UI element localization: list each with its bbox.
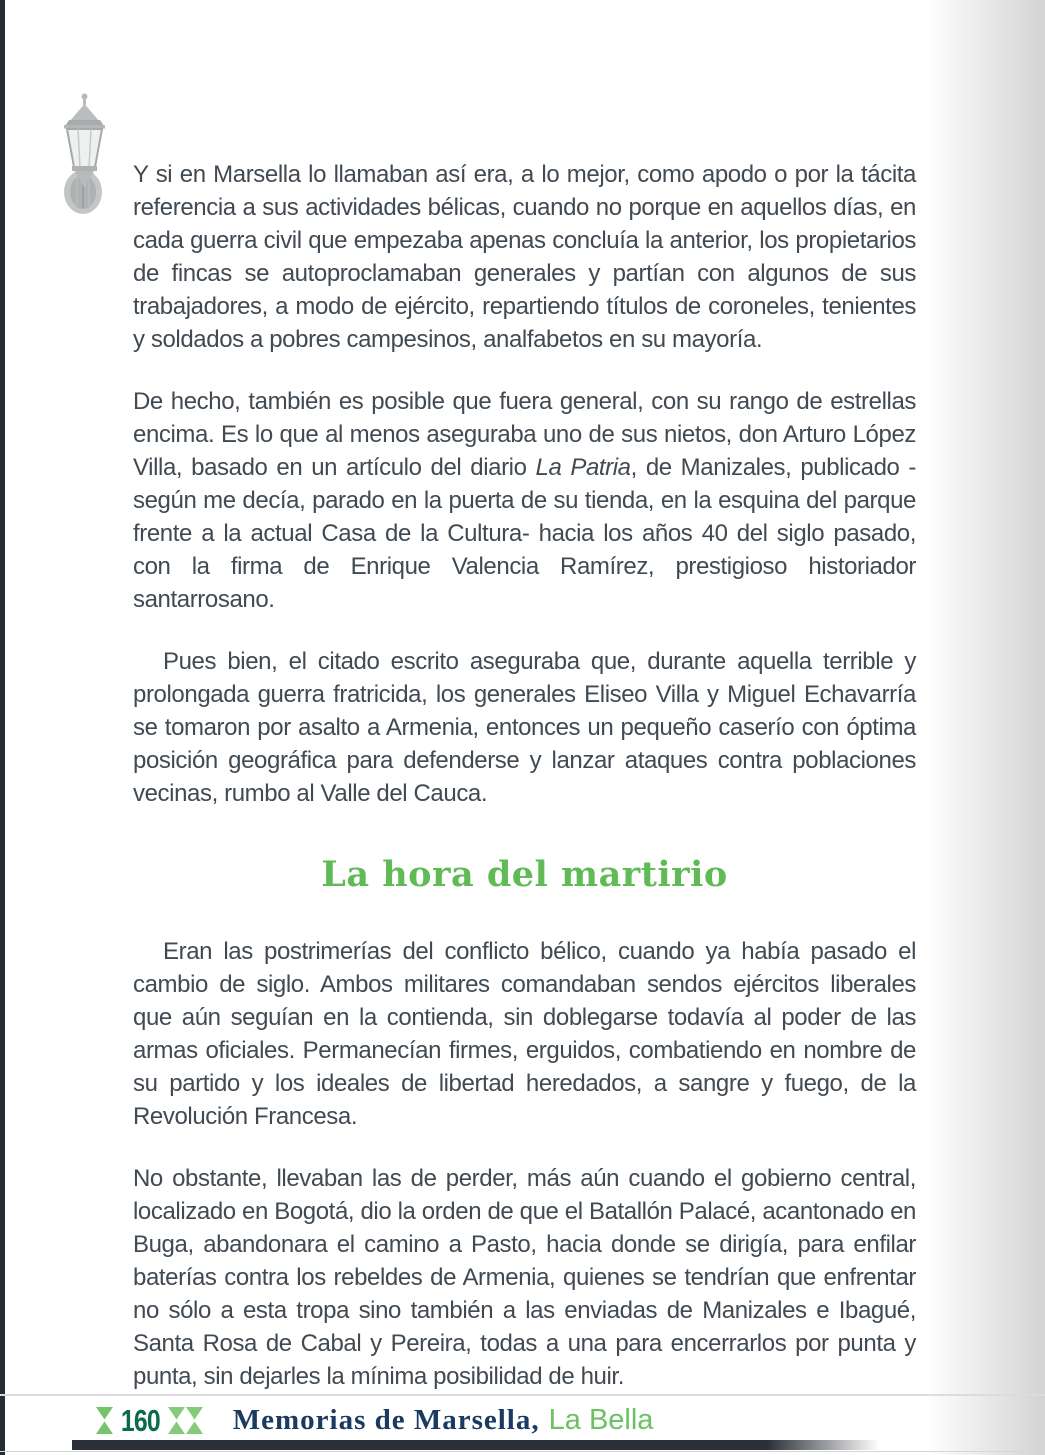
- street-lantern-icon: [58, 92, 112, 223]
- page-bottom-line: [0, 1451, 1045, 1452]
- page-footer: [96, 1398, 653, 1442]
- paragraph-4: Eran las postrimerías del conflicto bélico, cuando ya había pasado el cambio de siglo. Ambos militares comandaban sendos ejércitos liberales que aún seguían en la contienda, sin doblegarse todavía al poder de las armas oficiales. Permanecían firmes, erguidos, combatiendo en nombre de su partido y los ideales de libertad heredados, a sangre y fuego, de la Revolución Francesa.: [133, 937, 916, 1130]
- book-title-main: Memorias de Marsella,: [232, 1403, 540, 1436]
- paragraph-2-text: De hecho, también es posible que fuera general, con su rango de estrellas encima. Es lo que al menos aseguraba uno de sus nietos, don Arturo López Villa, basado en un artículo del diario: [133, 388, 916, 481]
- paragraph-5: No obstante, llevaban las de perder, más aún cuando el gobierno central, localizado en Bogotá, dio la orden de que el Batallón Palacé, acantonado en Buga, abandonara el camino a Pasto, hacia donde se dirigía, para enfilar baterías contra los rebeldes de Armenia, quienes se tendrían que enfrentar no sólo a esta tropa sino también a las enviadas de Manizales e Ibagué, Santa Rosa de Cabal y Pereira, todas a una para encerrarlos por punta y punta, sin dejarles la mínima posibilidad de huir.: [133, 1164, 916, 1390]
- hourglass-ornament-icon: [168, 1407, 185, 1434]
- hourglass-ornament-icon: [96, 1407, 113, 1434]
- page-right-shadow: [925, 0, 1045, 1455]
- page-number-group: [96, 1402, 203, 1438]
- paragraph-2: [133, 385, 916, 616]
- paragraph-2-text-cont: , de Manizales, publicado -según me decía, parado en la puerta de su tienda, en la esquina del parque frente a la actual Casa de la Cultura- hacia los años 40 del siglo pasado, con la firma de Enrique Valencia Ramírez, prestigioso historiador santarrosano.: [133, 454, 916, 613]
- newspaper-name: La Patria: [535, 454, 631, 481]
- page-number: 160: [120, 1402, 160, 1438]
- article-body: [133, 158, 916, 1422]
- hourglass-ornament-icon: [186, 1407, 203, 1434]
- hourglass-ornament-pair: [168, 1407, 203, 1434]
- paragraph-3: Pues bien, el citado escrito aseguraba que, durante aquella terrible y prolongada guerra fratricida, los generales Eliseo Villa y Miguel Echavarría se tomaron por asalto a Armenia, entonces un pequeño caserío con óptima posición geográfica para defenderse y lanzar ataques contra poblaciones vecinas, rumbo al Valle del Cauca.: [133, 648, 916, 807]
- page-bottom-shadow: [72, 1440, 880, 1450]
- page-left-edge: [0, 0, 5, 1455]
- book-title-accent: La Bella: [548, 1403, 654, 1436]
- paragraph-1: Y si en Marsella lo llamaban así era, a lo mejor, como apodo o por la tácita referencia a sus actividades bélicas, cuando no porque en aquellos días, en cada guerra civil que empezaba apenas concluía la anterior, los propietarios de fincas se autoproclamaban generales y partían con algunos de sus trabajadores, a modo de ejército, repartiendo títulos de coroneles, tenientes y soldados a pobres campesinos, analfabetos en su mayoría.: [133, 161, 916, 353]
- book-title: [233, 1404, 654, 1437]
- footer-divider: [0, 1394, 1045, 1396]
- section-heading: La hora del martirio: [321, 854, 728, 895]
